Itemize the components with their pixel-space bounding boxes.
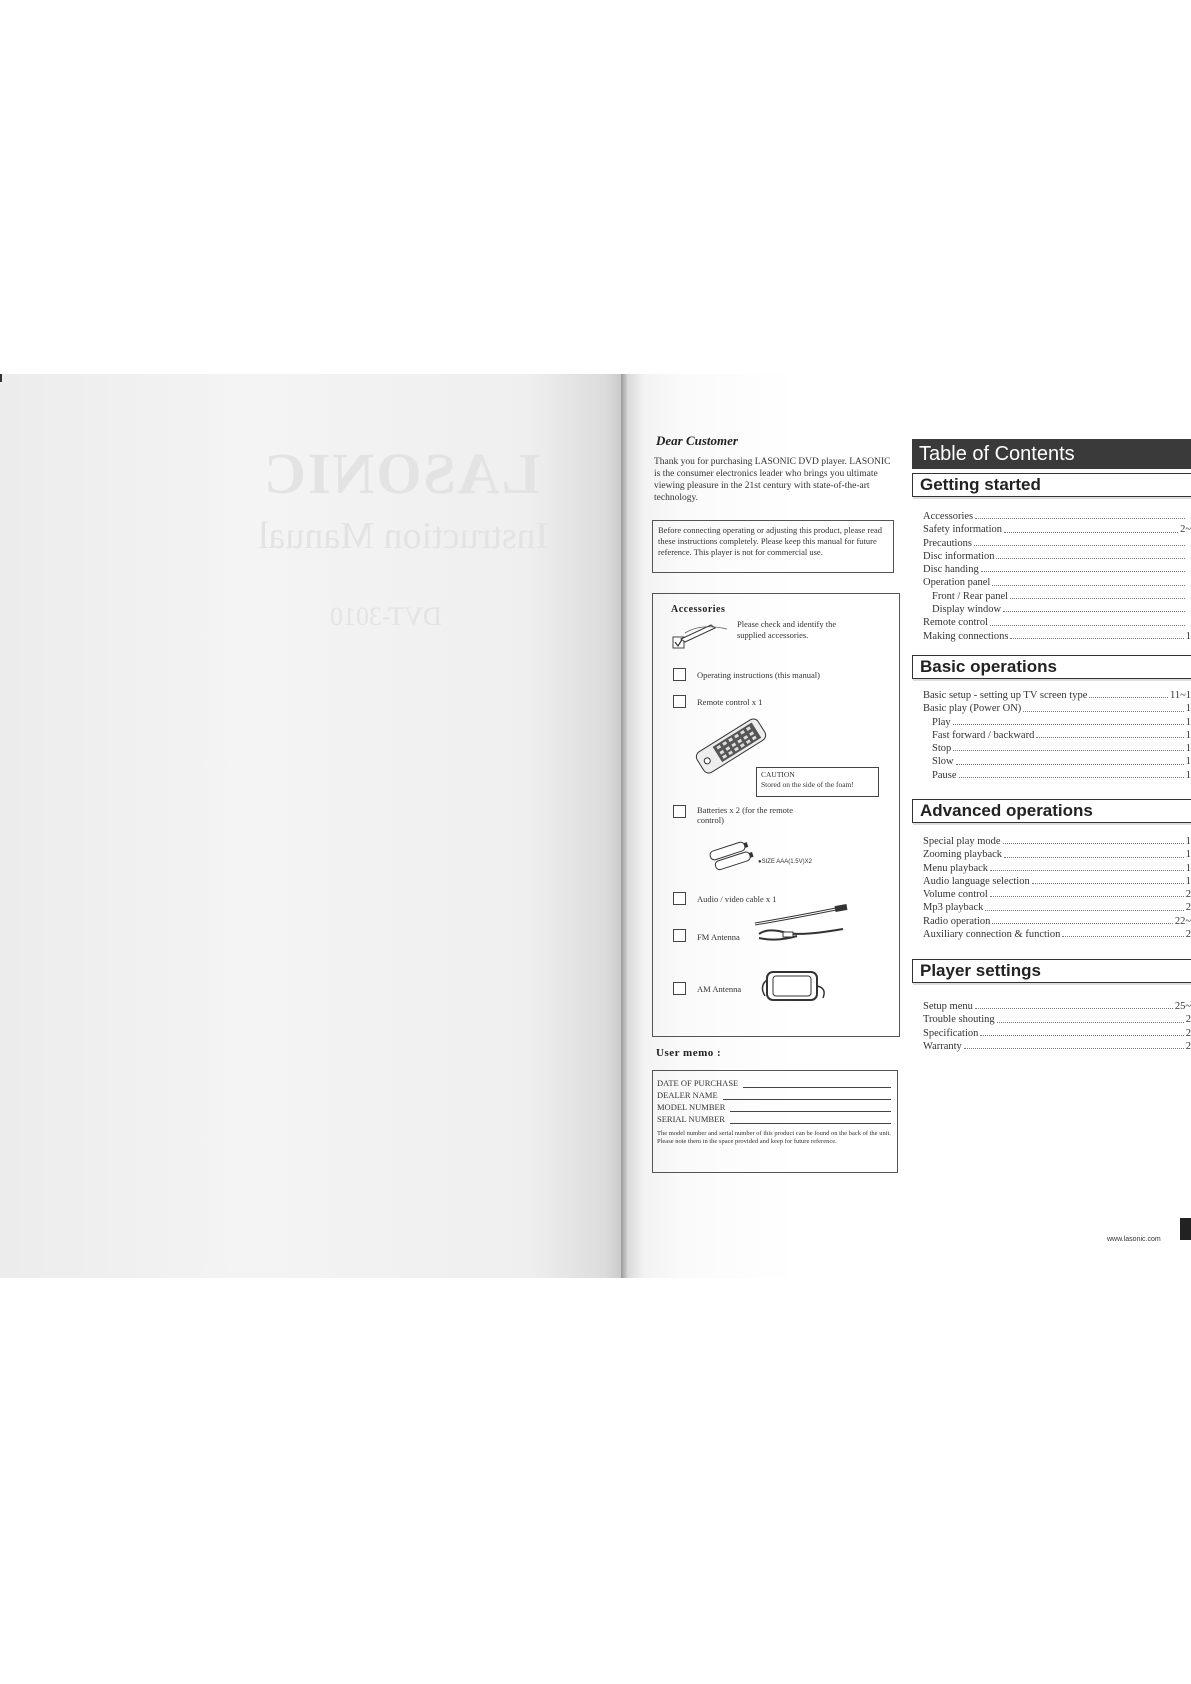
- toc-entry-label: Operation panel: [923, 577, 991, 589]
- toc-leader-dots: [990, 616, 1185, 625]
- toc-entry[interactable]: [923, 875, 1191, 888]
- toc-leader-dots: [981, 563, 1185, 572]
- toc-entry[interactable]: [923, 590, 1191, 603]
- left-page: [0, 374, 623, 1278]
- memo-field-label: DEALER NAME: [657, 1090, 718, 1100]
- toc-leader-dots: [1062, 928, 1183, 937]
- memo-write-line[interactable]: [743, 1079, 891, 1088]
- memo-serial-number: [657, 1112, 893, 1124]
- toc-entry[interactable]: [923, 848, 1191, 861]
- toc-leader-dots: [964, 1040, 1184, 1049]
- user-memo-box: [652, 1070, 898, 1173]
- toc-entry-label: Trouble shouting: [923, 1014, 995, 1026]
- toc-leader-dots: [1023, 702, 1183, 711]
- toc-entry[interactable]: [923, 616, 1191, 629]
- caution-title: CAUTION: [761, 770, 795, 779]
- toc-entry[interactable]: [923, 755, 1191, 768]
- notice-text: Before connecting operating or adjusting this product, please read these instructions completely. Please keep this manual for future reference. This player is not for commercial use.: [658, 525, 882, 557]
- item-fm-antenna: FM Antenna: [697, 932, 740, 942]
- item-av-cable: Audio / video cable x 1: [697, 894, 777, 904]
- toc-entry-page: 2: [1185, 902, 1191, 914]
- toc-leader-dots: [1036, 729, 1183, 738]
- user-memo-title: User memo :: [656, 1047, 722, 1059]
- item-am-antenna: AM Antenna: [697, 984, 742, 994]
- toc-entry-label: Setup menu: [923, 1001, 973, 1012]
- toc-list-player-settings: [923, 1000, 1191, 1053]
- toc-entry[interactable]: [923, 537, 1191, 550]
- toc-entry-page: [1187, 576, 1191, 589]
- toc-entry-label: Auxiliary connection & function: [923, 929, 1061, 941]
- toc-entry-page: [1187, 550, 1191, 563]
- toc-entry-label: Pause: [932, 769, 957, 781]
- toc-entry-page: [1187, 616, 1191, 629]
- show-through-logo: LASONIC: [262, 441, 541, 506]
- accessories-box: [652, 593, 900, 1037]
- pen-check-icon: [671, 621, 731, 651]
- dear-customer-text: Thank you for purchasing LASONIC DVD player. LASONIC is the consumer electronics leader who brings you ultimate viewing pleasure in the 21st century with state-of-the-art technology.: [654, 457, 891, 503]
- toc-entry-label: Remote control: [923, 617, 989, 629]
- caution-text: Stored on the side of the foam!: [761, 780, 854, 789]
- toc-entry-page: 2~: [1180, 524, 1191, 536]
- toc-entry-label: Basic setup - setting up TV screen type: [923, 690, 1088, 701]
- toc-entry-label: Volume control: [923, 889, 988, 901]
- toc-entry[interactable]: [923, 835, 1191, 848]
- toc-entry[interactable]: [923, 702, 1191, 715]
- toc-entry[interactable]: [923, 1027, 1191, 1040]
- toc-leader-dots: [975, 510, 1185, 519]
- toc-list-advanced-operations: [923, 835, 1191, 941]
- toc-leader-dots: [997, 1013, 1184, 1022]
- am-antenna-icon: [757, 966, 833, 1006]
- toc-leader-dots: [992, 915, 1172, 924]
- toc-entry-page: 1: [1185, 875, 1191, 887]
- section-heading-getting-started: Getting started: [912, 473, 1191, 497]
- toc-list-basic-operations: [923, 689, 1191, 782]
- toc-leader-dots: [990, 862, 1184, 871]
- toc-entry[interactable]: [923, 901, 1191, 914]
- item-batteries: Batteries x 2 (for the remote control): [697, 805, 794, 825]
- toc-entry[interactable]: [923, 1040, 1191, 1053]
- accessories-check-note: Please check and identify the supplied accessories.: [737, 619, 837, 640]
- toc-entry-label: Specification: [923, 1027, 979, 1039]
- toc-entry-page: 1: [1185, 729, 1191, 741]
- section-heading-player-settings: Player settings: [912, 959, 1191, 983]
- batteries-icon: [707, 837, 759, 873]
- toc-entry-page: [1187, 590, 1191, 603]
- checkbox-av-cable[interactable]: [673, 892, 686, 905]
- memo-write-line[interactable]: [730, 1115, 891, 1124]
- toc-entry-page: [1187, 537, 1191, 550]
- toc-entry[interactable]: [923, 630, 1191, 643]
- toc-leader-dots: [1032, 875, 1184, 884]
- toc-entry-page: [1187, 563, 1191, 576]
- toc-leader-dots: [975, 1000, 1173, 1009]
- toc-entry[interactable]: [923, 510, 1191, 523]
- toc-leader-dots: [1010, 590, 1185, 599]
- toc-leader-dots: [990, 888, 1184, 897]
- footer-url[interactable]: www.lasonic.com: [1107, 1236, 1161, 1243]
- toc-leader-dots: [980, 1027, 1183, 1036]
- memo-dealer-name: [657, 1088, 893, 1100]
- toc-entry[interactable]: [923, 689, 1191, 702]
- toc-entry-label: Zooming playback: [923, 849, 1003, 861]
- toc-leader-dots: [1004, 523, 1178, 532]
- toc-entry-page: 1: [1185, 756, 1191, 768]
- toc-entry-page: 1: [1185, 630, 1191, 642]
- toc-entry-page: 1: [1185, 849, 1191, 861]
- accessories-title: Accessories: [671, 604, 726, 615]
- checkbox-am-antenna[interactable]: [673, 982, 686, 995]
- toc-entry-label: Special play mode: [923, 836, 1001, 847]
- toc-entry[interactable]: [923, 1000, 1191, 1013]
- toc-entry-label: Disc information: [923, 550, 995, 562]
- toc-entry-page: 1: [1185, 769, 1191, 781]
- memo-field-label: SERIAL NUMBER: [657, 1114, 725, 1124]
- scan-background: [0, 0, 1191, 374]
- memo-field-label: MODEL NUMBER: [657, 1102, 726, 1112]
- toc-entry[interactable]: [923, 576, 1191, 589]
- toc-leader-dots: [956, 755, 1184, 764]
- scan-edge-mark: [0, 374, 2, 382]
- toc-entry-page: [1187, 603, 1191, 616]
- toc-entry-label: Basic play (Power ON): [923, 703, 1022, 715]
- toc-entry[interactable]: [923, 729, 1191, 742]
- toc-entry-label: Accessories: [923, 511, 974, 522]
- battery-size-label: ●SIZE AAA(1.5V)X2: [758, 859, 812, 865]
- toc-entry[interactable]: [923, 523, 1191, 536]
- toc-entry[interactable]: [923, 769, 1191, 782]
- page-number-tab: [1180, 1218, 1191, 1240]
- toc-entry-label: Fast forward / backward: [932, 729, 1035, 741]
- memo-note: The model number and serial number of this product can be found on the back of the unit. Please note them in the space provided and keep for future reference.: [657, 1130, 891, 1145]
- fm-antenna-icon: [757, 924, 847, 946]
- toc-title: Table of Contents: [912, 439, 1191, 469]
- toc-entry-label: Warranty: [923, 1040, 962, 1052]
- toc-entry-label: Stop: [932, 743, 952, 755]
- toc-entry[interactable]: [923, 742, 1191, 755]
- section-heading-basic-operations: Basic operations: [912, 655, 1191, 679]
- show-through-title: Instruction Manual: [258, 515, 549, 557]
- toc-entry-page: 2: [1185, 889, 1191, 901]
- toc-entry-page: 25~: [1174, 1001, 1191, 1012]
- dear-customer-title: Dear Customer: [656, 433, 738, 448]
- item-remote-control: Remote control x 1: [697, 697, 763, 707]
- toc-leader-dots: [959, 769, 1184, 778]
- toc-entry-label: Slow: [932, 756, 954, 768]
- checkbox-remote-control[interactable]: [673, 695, 686, 708]
- checkbox-batteries[interactable]: [673, 805, 686, 818]
- notice-box: [652, 520, 894, 573]
- checkbox-operating-instructions[interactable]: [673, 668, 686, 681]
- show-through-model: DVT-3010: [330, 602, 442, 631]
- toc-leader-dots: [1010, 630, 1183, 639]
- toc-entry[interactable]: [923, 915, 1191, 928]
- memo-write-line[interactable]: [730, 1103, 891, 1112]
- checkbox-fm-antenna[interactable]: [673, 929, 686, 942]
- toc-entry-label: Front / Rear panel: [932, 590, 1009, 602]
- toc-leader-dots: [1004, 848, 1184, 857]
- toc-entry[interactable]: [923, 550, 1191, 563]
- toc-entry-label: Display window: [932, 604, 1002, 616]
- toc-entry-page: 2: [1185, 929, 1191, 941]
- memo-date-of-purchase: [657, 1076, 893, 1088]
- memo-field-label: DATE OF PURCHASE: [657, 1078, 739, 1088]
- toc-entry-label: Disc handing: [923, 564, 979, 576]
- toc-entry-label: Making connections: [923, 630, 1009, 642]
- toc-entry-label: Play: [932, 716, 951, 728]
- toc-leader-dots: [953, 742, 1183, 751]
- toc-leader-dots: [996, 550, 1185, 559]
- toc-leader-dots: [992, 576, 1185, 585]
- section-heading-advanced-operations: Advanced operations: [912, 799, 1191, 823]
- toc-entry-page: 22~: [1174, 915, 1191, 927]
- toc-entry-page: 2: [1185, 1027, 1191, 1039]
- toc-entry-label: Precautions: [923, 537, 972, 549]
- toc-entry[interactable]: [923, 888, 1191, 901]
- toc-entry[interactable]: [923, 1013, 1191, 1026]
- toc-list-getting-started: [923, 510, 1191, 643]
- toc-entry[interactable]: [923, 862, 1191, 875]
- toc-entry-label: Audio language selection: [923, 875, 1030, 887]
- toc-entry[interactable]: [923, 928, 1191, 941]
- toc-entry-page: 11~1: [1169, 690, 1191, 701]
- toc-entry-page: 1: [1185, 862, 1191, 874]
- toc-leader-dots: [985, 901, 1183, 910]
- toc-entry-page: 2: [1185, 1014, 1191, 1026]
- item-operating-instructions: Operating instructions (this manual): [697, 670, 820, 680]
- toc-entry-page: 1: [1185, 716, 1191, 728]
- toc-entry-page: 2: [1185, 1040, 1191, 1052]
- toc-leader-dots: [974, 537, 1185, 546]
- memo-write-line[interactable]: [723, 1091, 891, 1100]
- toc-entry[interactable]: [923, 603, 1191, 616]
- toc-entry-label: Menu playback: [923, 862, 989, 874]
- caution-box: [756, 767, 879, 797]
- toc-leader-dots: [1003, 835, 1184, 844]
- toc-entry-label: Radio operation: [923, 915, 991, 927]
- toc-entry-page: [1187, 510, 1191, 523]
- toc-leader-dots: [1089, 689, 1168, 698]
- toc-entry-page: 1: [1185, 836, 1191, 847]
- toc-entry-page: 1: [1185, 743, 1191, 755]
- memo-model-number: [657, 1100, 893, 1112]
- toc-entry[interactable]: [923, 563, 1191, 576]
- toc-entry-label: Safety information: [923, 524, 1003, 536]
- toc-entry-page: 1: [1185, 703, 1191, 715]
- toc-entry[interactable]: [923, 716, 1191, 729]
- toc-leader-dots: [1003, 603, 1185, 612]
- toc-leader-dots: [953, 716, 1184, 725]
- toc-entry-label: Mp3 playback: [923, 902, 984, 914]
